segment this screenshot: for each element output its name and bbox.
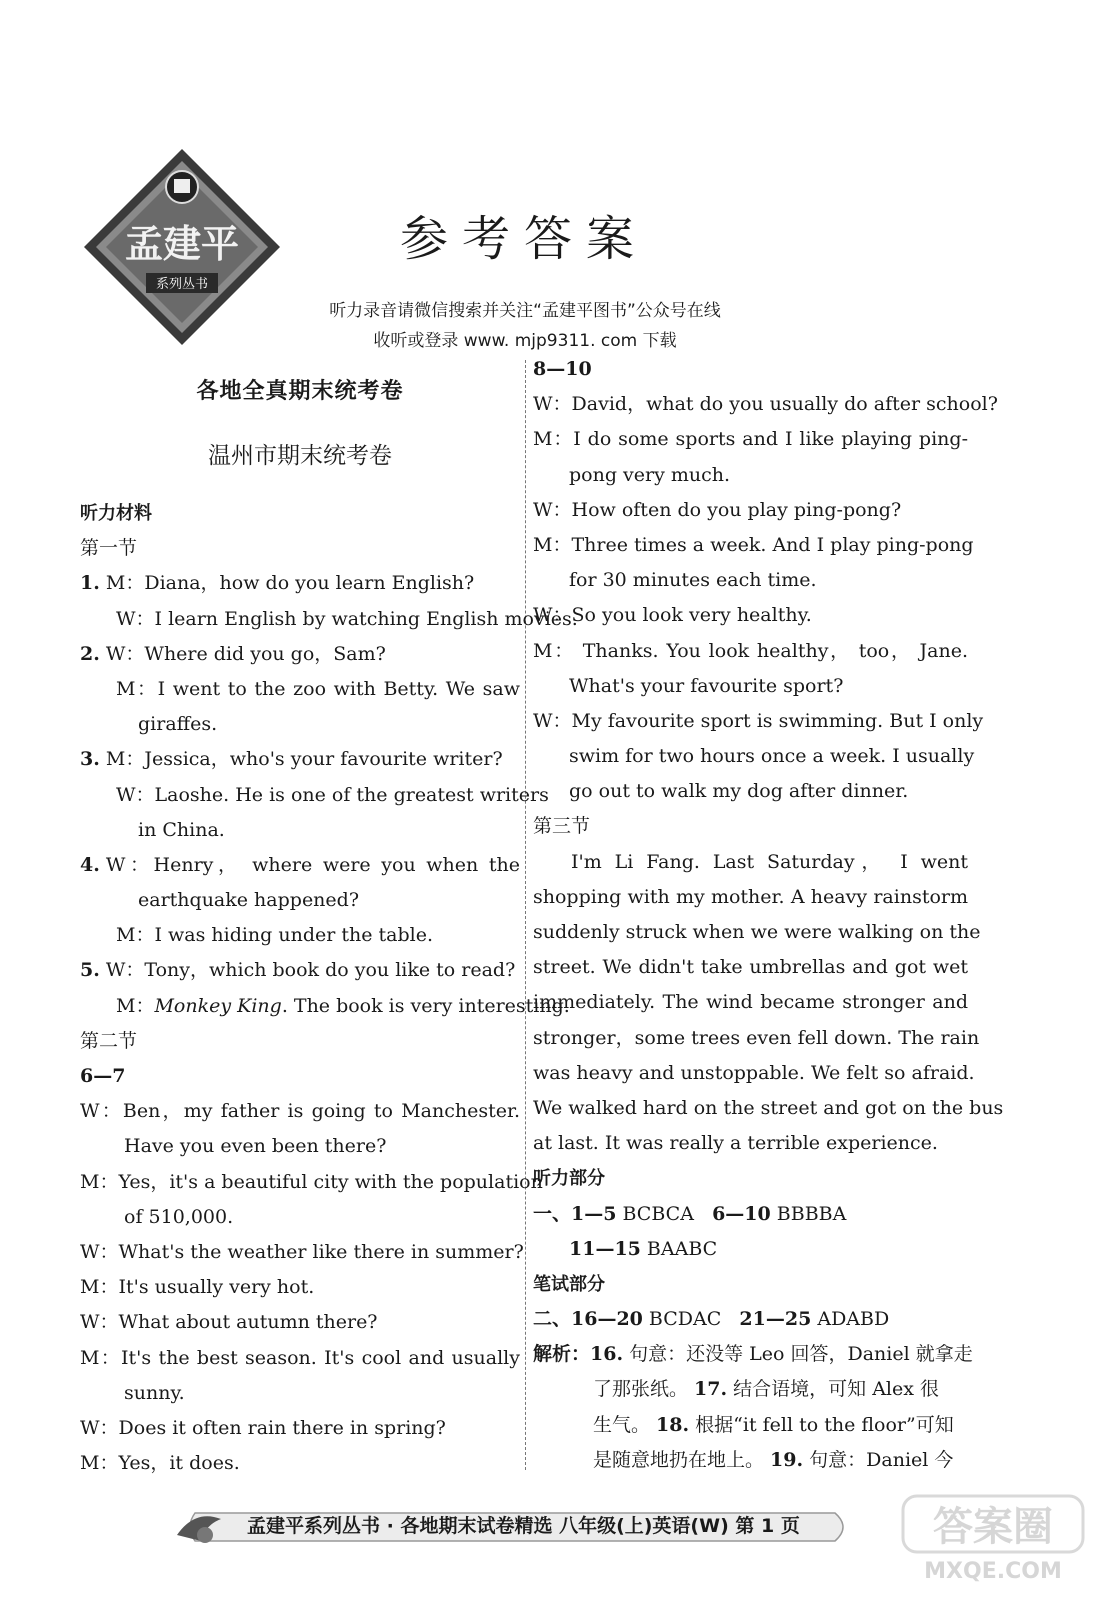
explanation-line-1 <box>533 1337 973 1372</box>
dialog-line-9: sunny. <box>124 1381 185 1404</box>
passage-line-2: shopping with my mother. A heavy rainstorm <box>533 885 968 908</box>
q4-number: 4. <box>80 853 100 876</box>
ex-18-num: 18. <box>656 1413 690 1436</box>
ex-18-text: 根据“it fell to the floor”可知 <box>689 1413 954 1436</box>
notice-line-1: 听力录音请微信搜索并关注“孟建平图书”公众号在线 <box>329 301 721 321</box>
publisher-logo <box>80 145 284 349</box>
q5-book-title: Monkey King <box>154 994 282 1017</box>
r-line-10: W：My favourite sport is swimming. But I only <box>533 709 984 732</box>
watermark-text: 答案圈 <box>933 1504 1053 1550</box>
ans-label-21-25: 21—25 <box>739 1308 812 1331</box>
r-line-5: M：Three times a week. And I play ping-pong <box>533 533 974 556</box>
q1-number: 1. <box>80 572 100 595</box>
passage-line-1: I'm Li Fang. Last Saturday， I went <box>571 850 968 873</box>
watermark-url: MXQE.COM <box>924 1559 1062 1584</box>
q3-line <box>80 742 520 777</box>
logo-text: 孟建平 <box>124 221 240 266</box>
ex-17-text: 结合语境，可知 Alex 很 <box>727 1378 939 1401</box>
dialog-line-3: M：Yes，it's a beautiful city with the population <box>80 1170 543 1193</box>
r-line-9: What's your favourite sport? <box>569 674 844 697</box>
ans-1-5: BCBCA <box>616 1202 700 1225</box>
q4-text-b: M：I was hiding under the table. <box>116 924 434 947</box>
r-line-12: go out to walk my dog after dinner. <box>569 780 909 803</box>
q5-text-a: W：Tony，which book do you like to read? <box>105 959 516 982</box>
ans-11-15: BAABC <box>640 1237 718 1260</box>
q5-speaker: M： <box>116 994 155 1017</box>
q3-number: 3. <box>80 748 100 771</box>
r-line-7: W：So you look very healthy. <box>533 604 812 627</box>
passage-line-8: We walked hard on the street and got on the bus <box>533 1096 1004 1119</box>
ex-18-cont: 是随意地扔在地上。 <box>593 1448 771 1471</box>
section-heading: 各地全真期末统考卷 <box>196 379 404 404</box>
q2-text-b1: M：I went to the zoo with Betty. We saw <box>116 677 520 700</box>
q1-line <box>80 566 520 601</box>
r-line-6: for 30 minutes each time. <box>569 569 817 592</box>
r-line-3: pong very much. <box>569 463 731 486</box>
q5-text-b <box>80 989 570 1024</box>
answers-11-15 <box>533 1232 968 1267</box>
written-part-label: 笔试部分 <box>533 1273 605 1295</box>
q4-text-a2: earthquake happened? <box>138 889 360 912</box>
ex-17-cont: 生气。 <box>593 1413 657 1436</box>
r-line-8: M： Thanks. You look healthy， too， Jane. <box>533 639 968 662</box>
q4-text-a1: W：Henry， where were you when the <box>105 853 520 876</box>
watermark-logo <box>893 1488 1093 1588</box>
q5-number: 5. <box>80 959 100 982</box>
answers-16-25 <box>533 1302 968 1337</box>
dialog-line-2: Have you even been there? <box>124 1135 387 1158</box>
q4-line <box>80 848 520 883</box>
ans-21-25: ADABD <box>811 1308 890 1331</box>
answers-1-5 <box>533 1197 968 1232</box>
page-title: 参考答案 <box>400 211 649 267</box>
passage-line-4: street. We didn't take umbrellas and got wet <box>533 956 968 979</box>
ans-label-16-20: 二、16—20 <box>533 1308 643 1331</box>
passage-line-5: immediately. The wind became stronger and <box>533 991 968 1014</box>
footer-text: 孟建平系列丛书 · 各地期末试卷精选 八年级(上)英语(W) 第 1 页 <box>247 1515 800 1537</box>
q3-text-b2: in China. <box>138 818 225 841</box>
passage-line-6: stronger，some trees even fell down. The rain <box>533 1026 980 1049</box>
dialog-line-6: M：It's usually very hot. <box>80 1276 315 1299</box>
part3-label: 第三节 <box>533 815 591 838</box>
passage-line-3: suddenly struck when we were walking on the <box>533 921 981 943</box>
r-line-4: W：How often do you play ping-pong? <box>533 498 902 521</box>
listening-part-label: 听力部分 <box>533 1168 605 1190</box>
dialog-line-1: W：Ben，my father is going to Manchester. <box>80 1100 520 1123</box>
q3-text-b1: W：Laoshe. He is one of the greatest writers <box>116 783 549 806</box>
exam-title: 温州市期末统考卷 <box>208 443 392 469</box>
column-divider <box>525 360 526 1470</box>
explanation-line-4 <box>533 1443 968 1478</box>
dialog-line-8: M：It's the best season. It's cool and usually <box>80 1346 520 1369</box>
q2-text-b2: giraffes. <box>138 713 218 736</box>
passage-line-7: was heavy and unstoppable. We felt so afraid. <box>533 1061 975 1084</box>
part1-label: 第一节 <box>80 537 138 560</box>
part2-label: 第二节 <box>80 1029 138 1052</box>
notice-line-2: 收听或登录 www. mjp9311. com 下载 <box>373 331 677 351</box>
q5-line <box>80 953 520 988</box>
audio-notice <box>290 296 760 356</box>
listening-material-label: 听力材料 <box>80 503 152 524</box>
dialog-line-7: W：What about autumn there? <box>80 1311 378 1334</box>
r-line-11: swim for two hours once a week. I usually <box>569 745 975 768</box>
ans-label-6-10: 6—10 <box>712 1202 771 1225</box>
logo-subtext: 系列丛书 <box>155 277 209 292</box>
explanation-label: 解析： <box>533 1343 591 1366</box>
dialog-line-11: M：Yes，it does. <box>80 1452 240 1475</box>
dialog-line-4: of 510,000. <box>124 1205 234 1228</box>
q2-number: 2. <box>80 642 100 665</box>
q3-text-a: M：Jessica，who's your favourite writer? <box>105 748 503 771</box>
dialog-line-10: W：Does it often rain there in spring? <box>80 1416 446 1439</box>
ex-17-num: 17. <box>694 1378 728 1401</box>
ex-16-text: 句意：还没等 Leo 回答，Daniel 就拿走 <box>623 1343 973 1366</box>
ex-19-num: 19. <box>770 1448 804 1471</box>
dialog-line-5: W：What's the weather like there in summer? <box>80 1240 524 1263</box>
r-line-2: M：I do some sports and I like playing ping- <box>533 428 968 451</box>
right-column <box>533 352 1004 1478</box>
q5-text-rest: . The book is very interesting. <box>281 994 570 1017</box>
q1-text-a: M：Diana，how do you learn English? <box>105 572 475 595</box>
ex-19-text: 句意：Daniel 今 <box>803 1448 954 1471</box>
q2-text-a: W：Where did you go，Sam? <box>105 642 386 665</box>
ex-16-cont: 了那张纸。 <box>593 1378 695 1401</box>
passage-line-9: at last. It was really a terrible experience. <box>533 1132 938 1155</box>
explanation-line-3 <box>533 1408 968 1443</box>
range-8-10: 8—10 <box>533 358 592 380</box>
q2-line <box>80 637 520 672</box>
ans-label-1-5: 一、1—5 <box>533 1202 617 1225</box>
explanation-line-2 <box>533 1372 968 1407</box>
ex-16-num: 16. <box>590 1343 624 1366</box>
ans-6-10: BBBBA <box>770 1202 847 1225</box>
q1-text-b: W：I learn English by watching English movies. <box>116 607 578 630</box>
ans-label-11-15: 11—15 <box>569 1237 641 1260</box>
range-6-7: 6—7 <box>80 1065 126 1087</box>
ans-16-20: BCDAC <box>642 1308 728 1331</box>
r-line-1: W：David，what do you usually do after school? <box>533 393 998 416</box>
